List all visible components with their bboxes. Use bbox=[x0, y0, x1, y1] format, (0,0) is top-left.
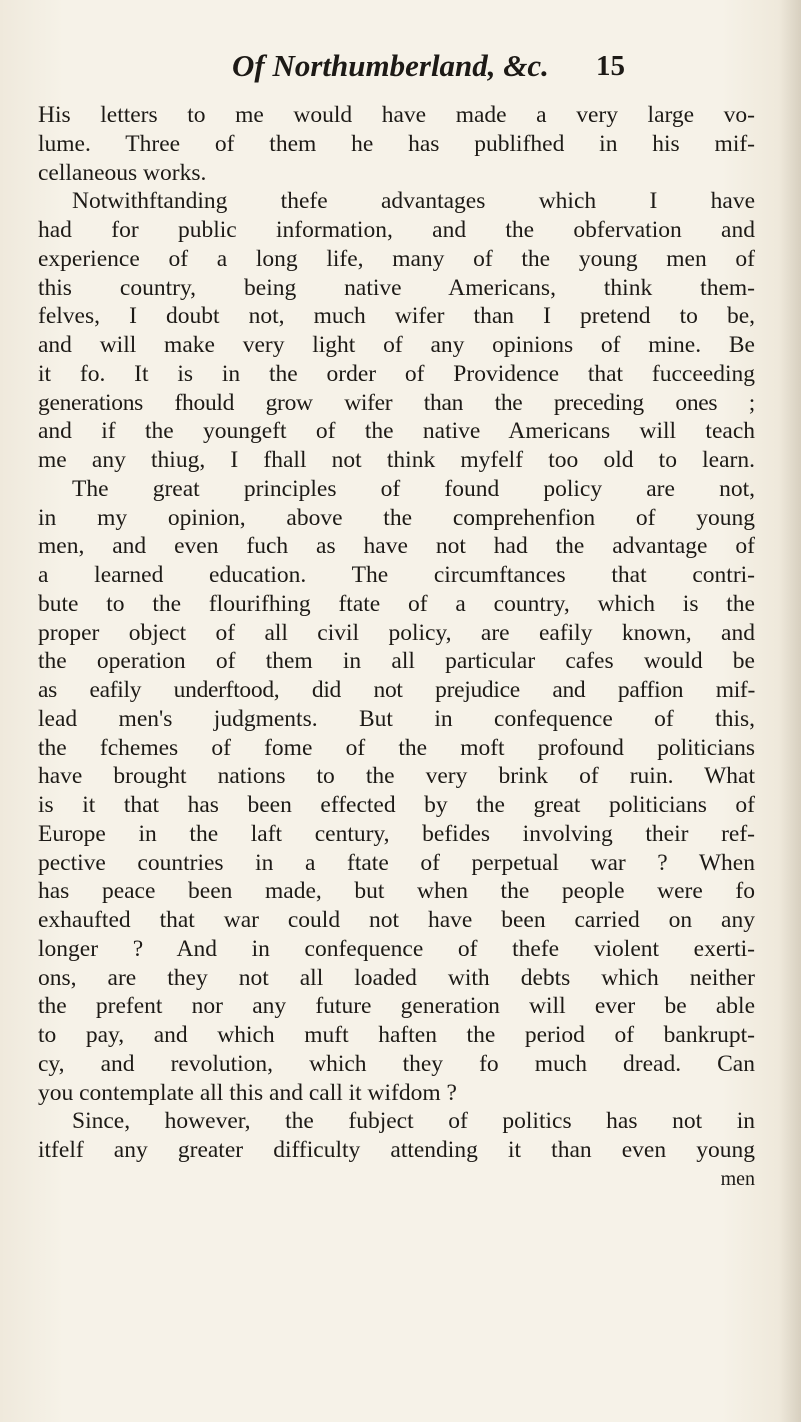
paragraph-start-line: Notwithftanding thefe advantages which I have bbox=[72, 188, 755, 215]
text-line: itfelf any greater difficulty attending it than even young bbox=[38, 1137, 755, 1163]
text-line: the fchemes of fome of the moft profound politicians bbox=[38, 734, 755, 761]
text-line: is it that has been effected by the great politicians of bbox=[38, 792, 755, 818]
text-line: the prefent nor any future generation will ever be able bbox=[38, 993, 755, 1020]
text-line: pective countries in a ftate of perpetual war ? When bbox=[38, 849, 755, 876]
text-line: to pay, and which muft haften the period of bankrupt- bbox=[38, 1022, 755, 1048]
text-line: generations fhould grow wifer than the preceding ones ; bbox=[38, 389, 755, 416]
text-line: cy, and revolution, which they fo much dread. Can bbox=[38, 1050, 755, 1077]
text-line: and if the youngeft of the native Americans will teach bbox=[38, 418, 755, 445]
text-line: has peace been made, but when the people were fo bbox=[38, 878, 755, 905]
text-line: you contemplate all this and call it wifdom ? bbox=[38, 1079, 457, 1106]
text-line: Europe in the laft century, befides involving their ref- bbox=[38, 820, 755, 847]
text-line: as eafily underftood, did not prejudice and paffion mif- bbox=[38, 677, 755, 703]
text-line: men, and even fuch as have not had the advantage of bbox=[38, 533, 755, 560]
page-number: 15 bbox=[596, 50, 625, 82]
text-line: in my opinion, above the comprehenfion of young bbox=[38, 504, 755, 531]
text-line: exhaufted that war could not have been carried on any bbox=[38, 907, 755, 933]
text-line: longer ? And in confequence of thefe violent exerti- bbox=[38, 935, 755, 962]
text-line: ons, are they not all loaded with debts which neither bbox=[38, 964, 755, 991]
text-line: have brought nations to the very brink of ruin. What bbox=[38, 763, 755, 790]
page-edge-shadow bbox=[779, 0, 801, 1422]
text-line: the operation of them in all particular cafes would be bbox=[38, 648, 755, 675]
text-line: lume. Three of them he has publifhed in his mif- bbox=[38, 130, 755, 157]
text-line: had for public information, and the obfervation and bbox=[38, 217, 755, 243]
text-line: a learned education. The circumftances that contri- bbox=[38, 562, 755, 588]
catchword: men bbox=[720, 1167, 755, 1190]
running-head: Of Northumberland, &c. bbox=[232, 48, 549, 83]
text-line: me any thiug, I fhall not think myfelf too old to learn. bbox=[38, 447, 755, 473]
text-line: cellaneous works. bbox=[38, 159, 207, 186]
paragraph-start-line: The great principles of found policy are not, bbox=[72, 475, 755, 502]
text-line: it fo. It is in the order of Providence that fucceeding bbox=[38, 360, 755, 387]
text-line: His letters to me would have made a very large vo- bbox=[38, 102, 755, 128]
body-text bbox=[38, 101, 755, 1194]
text-line: felves, I doubt not, much wifer than I pretend to be, bbox=[38, 303, 755, 330]
text-line: bute to the flourifhing ftate of a country, which is the bbox=[38, 590, 755, 617]
text-line: proper object of all civil policy, are eafily known, and bbox=[38, 619, 755, 646]
text-line: and will make very light of any opinions of mine. Be bbox=[38, 332, 755, 358]
paragraph-start-line: Since, however, the fubject of politics has not in bbox=[72, 1108, 755, 1135]
text-line: lead men's judgments. But in confequence of this, bbox=[38, 705, 755, 732]
text-line: experience of a long life, many of the young men of bbox=[38, 245, 755, 272]
text-line: this country, being native Americans, think them- bbox=[38, 274, 755, 301]
